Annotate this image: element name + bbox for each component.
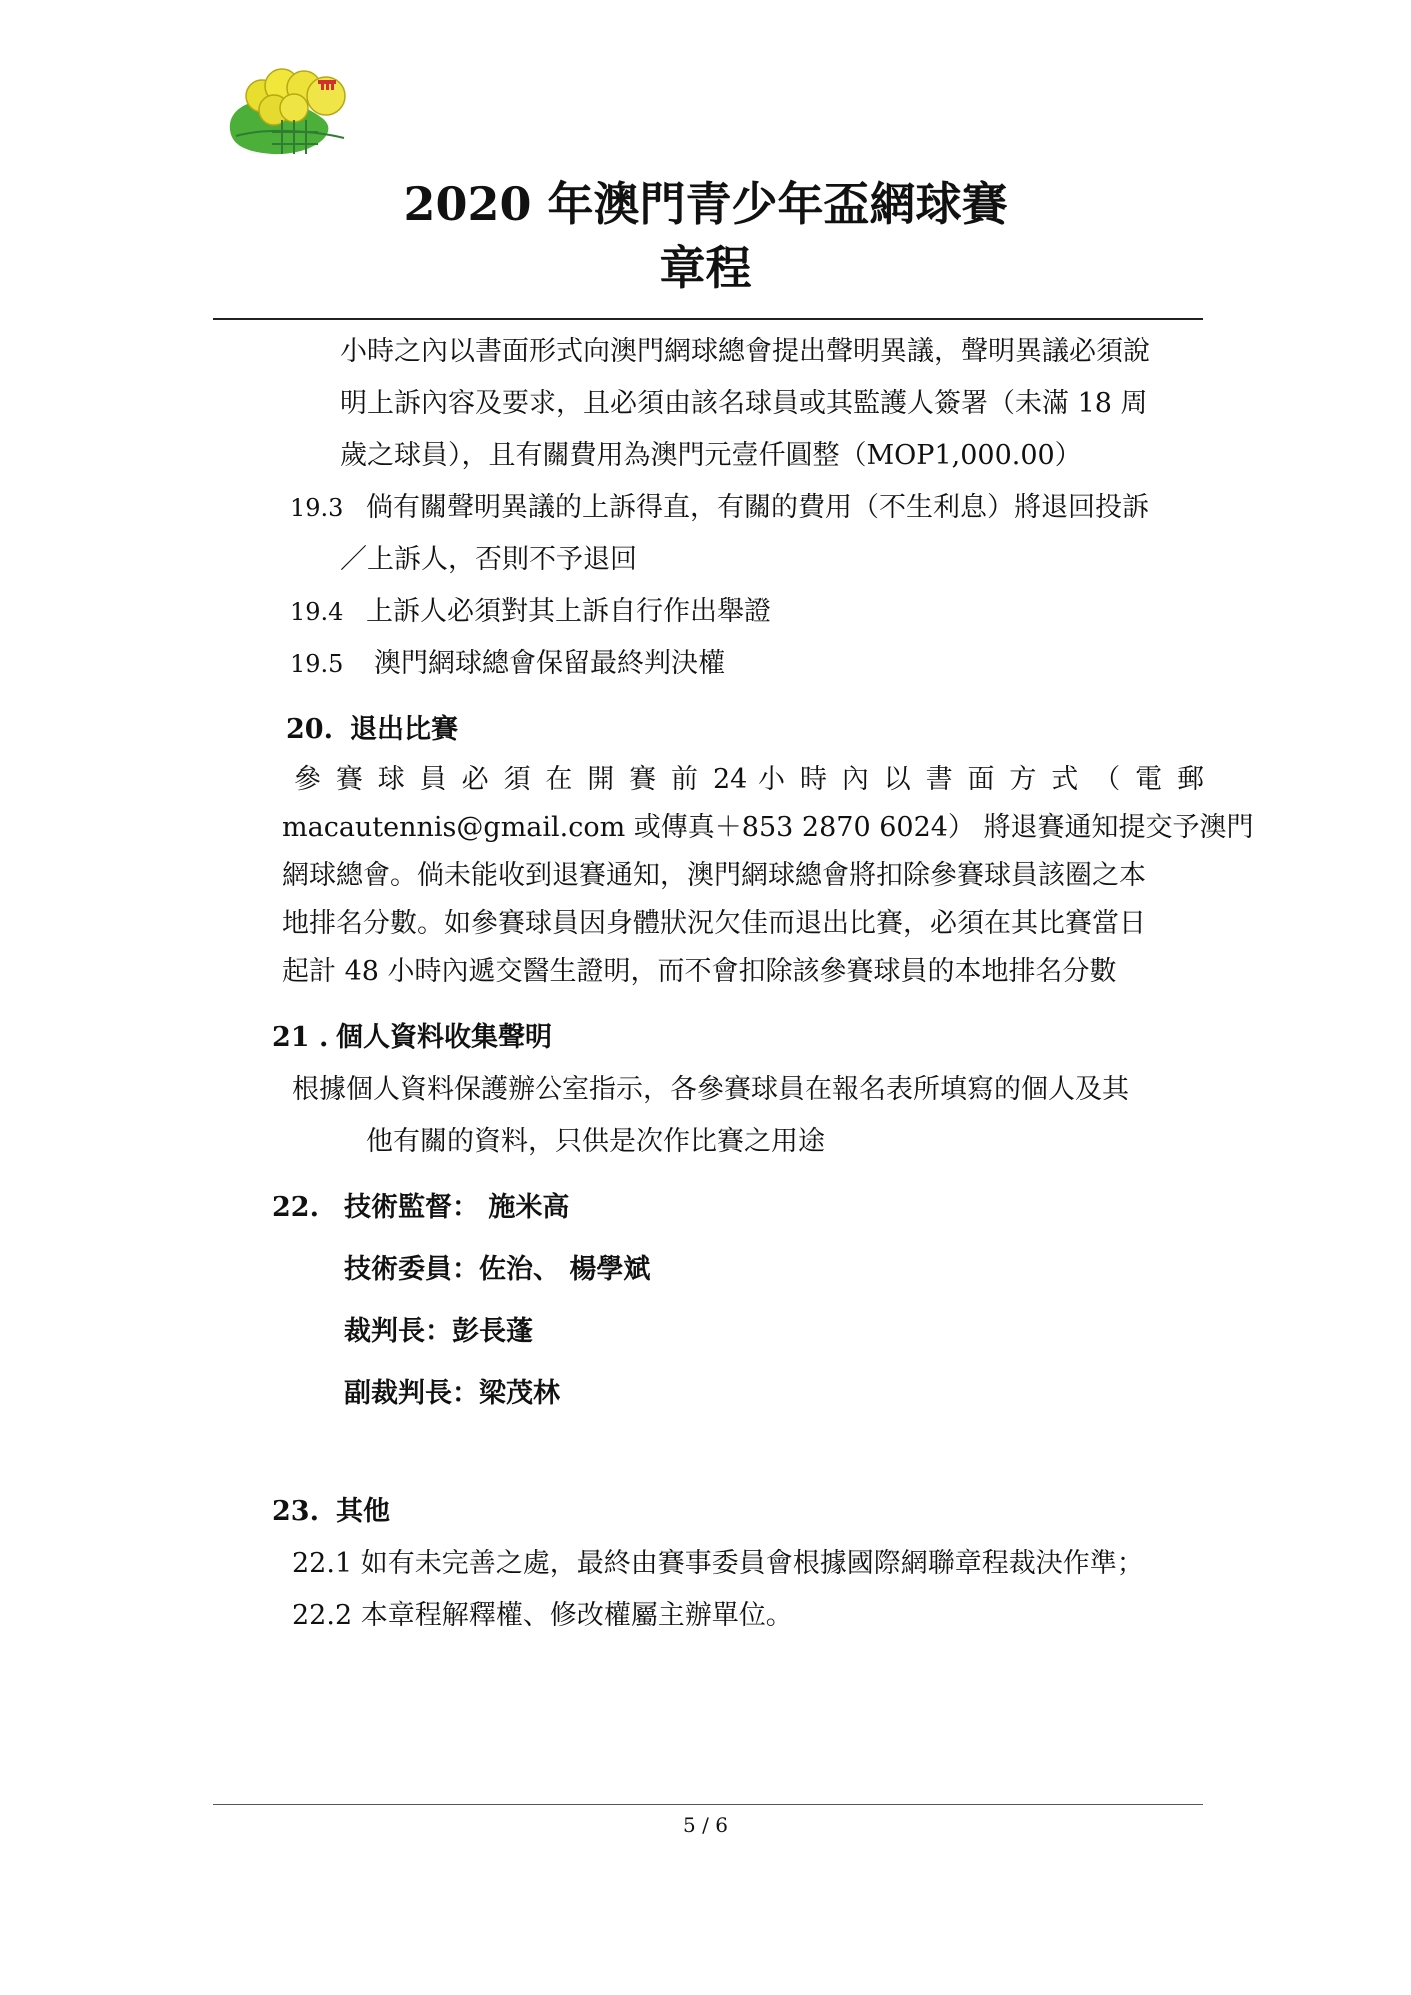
section20-paragraph-line: 參 賽 球 員 必 須 在 開 賽 前 24 小 時 內 以 書 面 方 式 （ 電 郵 bbox=[294, 764, 1204, 795]
section19-cont-line: 小時之內以書面形式向澳門網球總會提出聲明異議，聲明異議必須說 bbox=[340, 336, 1150, 367]
technical-supervisor: 技術監督： 施米高 bbox=[344, 1192, 570, 1223]
item-19-4-text: 上訴人必須對其上訴自行作出舉證 bbox=[366, 596, 771, 627]
page-number: 5 / 6 bbox=[683, 1813, 728, 1837]
header-rule bbox=[213, 318, 1203, 320]
footer-rule bbox=[213, 1804, 1203, 1805]
association-logo bbox=[222, 58, 372, 158]
document-title: 2020 年澳門青少年盃網球賽 bbox=[403, 177, 1008, 231]
deputy-chief-referee: 副裁判長：梁茂林 bbox=[344, 1378, 560, 1409]
section21-paragraph-line: 他有關的資料，只供是次作比賽之用途 bbox=[366, 1126, 825, 1157]
section23-heading: 其他 bbox=[336, 1496, 390, 1527]
technical-committee: 技術委員：佐治、 楊學斌 bbox=[344, 1254, 651, 1285]
section23-number: 23. bbox=[272, 1496, 319, 1527]
item-number-19-5: 19.5 bbox=[290, 650, 344, 678]
section20-paragraph-line: macautennis@gmail.com 或傳真＋853 2870 6024） 將退賽通知提交予澳門 bbox=[282, 812, 1254, 843]
item-19-3-text: 倘有關聲明異議的上訴得直，有關的費用（不生利息）將退回投訴 bbox=[366, 492, 1149, 523]
section23-item: 22.2 本章程解釋權、修改權屬主辦單位。 bbox=[292, 1600, 793, 1631]
item-number-19-3: 19.3 bbox=[290, 494, 344, 522]
section21-number: 21 . bbox=[272, 1022, 329, 1053]
section20-paragraph-line: 地排名分數。如參賽球員因身體狀況欠佳而退出比賽，必須在其比賽當日 bbox=[282, 908, 1146, 939]
section20-paragraph-line: 網球總會。倘未能收到退賽通知，澳門網球總會將扣除參賽球員該圈之本 bbox=[282, 860, 1146, 891]
document-subtitle: 章程 bbox=[659, 241, 752, 295]
item-19-3-text-cont: ／上訴人，否則不予退回 bbox=[340, 544, 637, 575]
section19-cont-line: 歲之球員），且有關費用為澳門元壹仟圓整（MOP1,000.00） bbox=[340, 440, 1082, 471]
section20-paragraph-line: 起計 48 小時內遞交醫生證明，而不會扣除該參賽球員的本地排名分數 bbox=[282, 956, 1117, 987]
section22-number: 22. bbox=[272, 1192, 319, 1223]
section19-cont-line: 明上訴內容及要求，且必須由該名球員或其監護人簽署（未滿 18 周 bbox=[340, 388, 1148, 419]
section21-heading: 個人資料收集聲明 bbox=[336, 1022, 552, 1053]
section20-number: 20. bbox=[286, 714, 333, 745]
section20-heading: 退出比賽 bbox=[350, 714, 458, 745]
item-19-5-text: 澳門網球總會保留最終判決權 bbox=[374, 648, 725, 679]
item-number-19-4: 19.4 bbox=[290, 598, 344, 626]
section21-paragraph-line: 根據個人資料保護辦公室指示，各參賽球員在報名表所填寫的個人及其 bbox=[292, 1074, 1129, 1105]
section23-item: 22.1 如有未完善之處，最終由賽事委員會根據國際網聯章程裁決作準； bbox=[292, 1548, 1144, 1579]
chief-referee: 裁判長：彭長蓬 bbox=[344, 1316, 533, 1347]
